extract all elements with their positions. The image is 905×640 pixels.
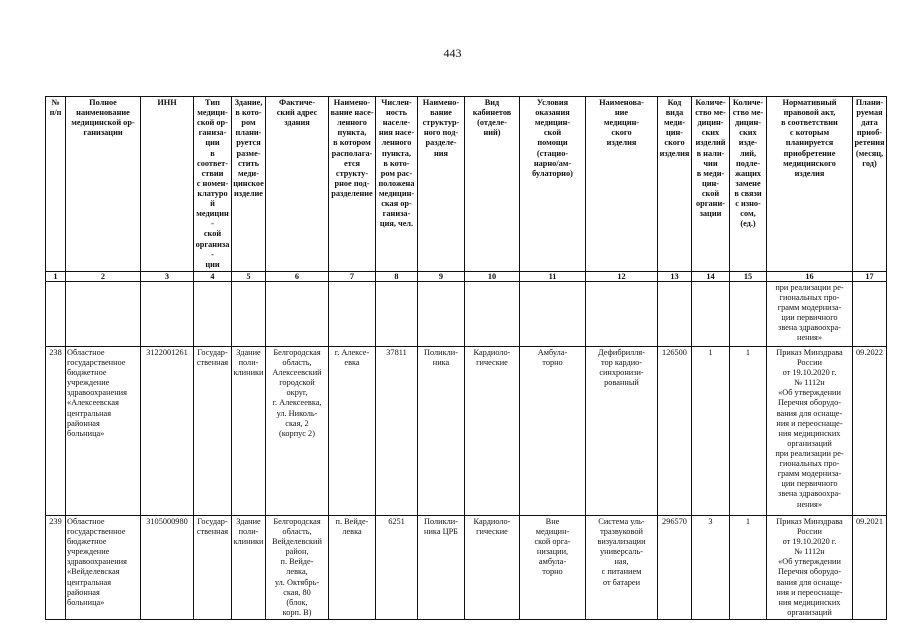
column-number: 15 — [730, 271, 767, 281]
cabinet: Кардиоло- гические — [465, 346, 520, 515]
column-number: 7 — [329, 271, 376, 281]
column-number: 13 — [658, 271, 692, 281]
inn: 3105000980 — [141, 515, 194, 619]
col-header-building: Здание, в кото- ром плани- руется разме- стить меди- цинское изделие — [232, 97, 266, 272]
col-header-settlement: Наимено- вание насе- ленного пункта, в котором располага- ется структу- рное под- разделение — [329, 97, 376, 272]
continuation-row — [46, 281, 887, 346]
table-row — [46, 515, 887, 619]
medical-equipment-table — [45, 96, 887, 620]
col-header-unit: Наимено- вание структур- ного под- разделе- ния — [418, 97, 465, 272]
population: 37811 — [376, 346, 418, 515]
column-number: 3 — [141, 271, 194, 281]
col-header-qty-have: Количе- ство ме- дицин- ских изделий в нали- чии в меди- цин- ской органи- зации — [692, 97, 730, 272]
address: Белгородская область, Алексеевский городской округ, г. Алексеевка, ул. Николь- ская, 2 (корпус 2) — [266, 346, 329, 515]
building: Здание поли- клиники — [232, 515, 266, 619]
column-number: 4 — [194, 271, 232, 281]
device: Система уль- тразвуковой визуализации универсаль- ная, с питанием от батареи — [586, 515, 658, 619]
col-header-act: Нормативный правовой акт, в соответствии с которым планируется приобретение медицинского изделия — [767, 97, 853, 272]
building: Здание поли- клиники — [232, 346, 266, 515]
column-number: 5 — [232, 271, 266, 281]
header-row — [46, 97, 887, 272]
column-number: 10 — [465, 271, 520, 281]
table-row — [46, 346, 887, 515]
col-header-conditions: Условия оказания медицин- ской помощи (стацио- нарно/ам- булаторно) — [520, 97, 586, 272]
device-code: 296570 — [658, 515, 692, 619]
qty-have: 1 — [692, 346, 730, 515]
column-number: 6 — [266, 271, 329, 281]
column-number: 14 — [692, 271, 730, 281]
unit: Поликли- ника ЦРБ — [418, 515, 465, 619]
col-header-org-type: Тип медици- ской ор- ганиза- ции в соответ- ствии с номен- клатурой медицин- ской организа- ции — [194, 97, 232, 272]
conditions: Вне медицин- ской орга- низации, амбула- торно — [520, 515, 586, 619]
column-number-row — [46, 271, 887, 281]
page-bottom-margin — [0, 628, 905, 640]
row-num: 238 — [46, 346, 66, 515]
col-header-population: Числен- ность населе- ния насе- ленного пункта, в кото- ром рас- положена медицин- ская ор- ганиза- ция, чел. — [376, 97, 418, 272]
column-number: 17 — [853, 271, 887, 281]
col-header-inn: ИНН — [141, 97, 194, 272]
purchase-date: 09.2021 — [853, 515, 887, 619]
settlement: г. Алексе- евка — [329, 346, 376, 515]
org-name: Областное государственное бюджетное учреждение здравоохранения «Вейделевская центральная районная больница» — [66, 515, 141, 619]
col-header-device: Наименова- ние медицин- ского изделия — [586, 97, 658, 272]
row-num: 239 — [46, 515, 66, 619]
device: Дефибрилля- тор кардио- синхронизи- рованный — [586, 346, 658, 515]
col-header-qty-replace: Количе- ство ме- дицин- ских изде- лий, подле- жащих замене в связи с изно- сом, (ед.) — [730, 97, 767, 272]
col-header-cabinet: Вид кабинетов (отделе- ний) — [465, 97, 520, 272]
column-number: 16 — [767, 271, 853, 281]
settlement: п. Вейде- левка — [329, 515, 376, 619]
col-header-date: Плани- руемая дата приоб- ретения (месяц, год) — [853, 97, 887, 272]
col-header-org-name: Полное наименование медицинской ор- ганизации — [66, 97, 141, 272]
device-code: 126500 — [658, 346, 692, 515]
legal-act: Приказ Минздрава России от 19.10.2020 г. № 1112н «Об утверждении Перечня оборудо- вания для оснаще- ния и переоснаще- ния медицинских организаций — [767, 515, 853, 619]
org-name: Областное государственное бюджетное учреждение здравоохранения «Алексеевская центральная районная больница» — [66, 346, 141, 515]
column-number: 9 — [418, 271, 465, 281]
column-number: 12 — [586, 271, 658, 281]
qty-replace: 1 — [730, 346, 767, 515]
org-type: Государ- ственная — [194, 515, 232, 619]
column-number: 2 — [66, 271, 141, 281]
col-header-code: Код вида меди- цин- ского изделия — [658, 97, 692, 272]
population: 6251 — [376, 515, 418, 619]
legal-act: Приказ Минздрава России от 19.10.2020 г. № 1112н «Об утверждении Перечня оборудо- вания для оснаще- ния и переоснаще- ния медицинских организаций при реализации ре- гиональных про- грамм модерниза- ции первичного звена здравоохра- нения» — [767, 346, 853, 515]
purchase-date: 09.2022 — [853, 346, 887, 515]
act-continuation: при реализации ре- гиональных про- грамм модерниза- ции первичного звена здравоохра- нения» — [767, 281, 853, 346]
page-number: 443 — [443, 46, 462, 60]
cabinet: Кардиоло- гические — [465, 515, 520, 619]
address: Белгородская область, Вейделевский район, п. Вейде- левка, ул. Октябрь- ская, 80 (блок, корп. В) — [266, 515, 329, 619]
column-number: 1 — [46, 271, 66, 281]
col-header-num: № п/п — [46, 97, 66, 272]
unit: Поликли- ника — [418, 346, 465, 515]
column-number: 8 — [376, 271, 418, 281]
column-number: 11 — [520, 271, 586, 281]
org-type: Государ- ственная — [194, 346, 232, 515]
qty-replace: 1 — [730, 515, 767, 619]
conditions: Амбула- торно — [520, 346, 586, 515]
col-header-address: Фактиче- ский адрес здания — [266, 97, 329, 272]
inn: 3122001261 — [141, 346, 194, 515]
qty-have: 3 — [692, 515, 730, 619]
